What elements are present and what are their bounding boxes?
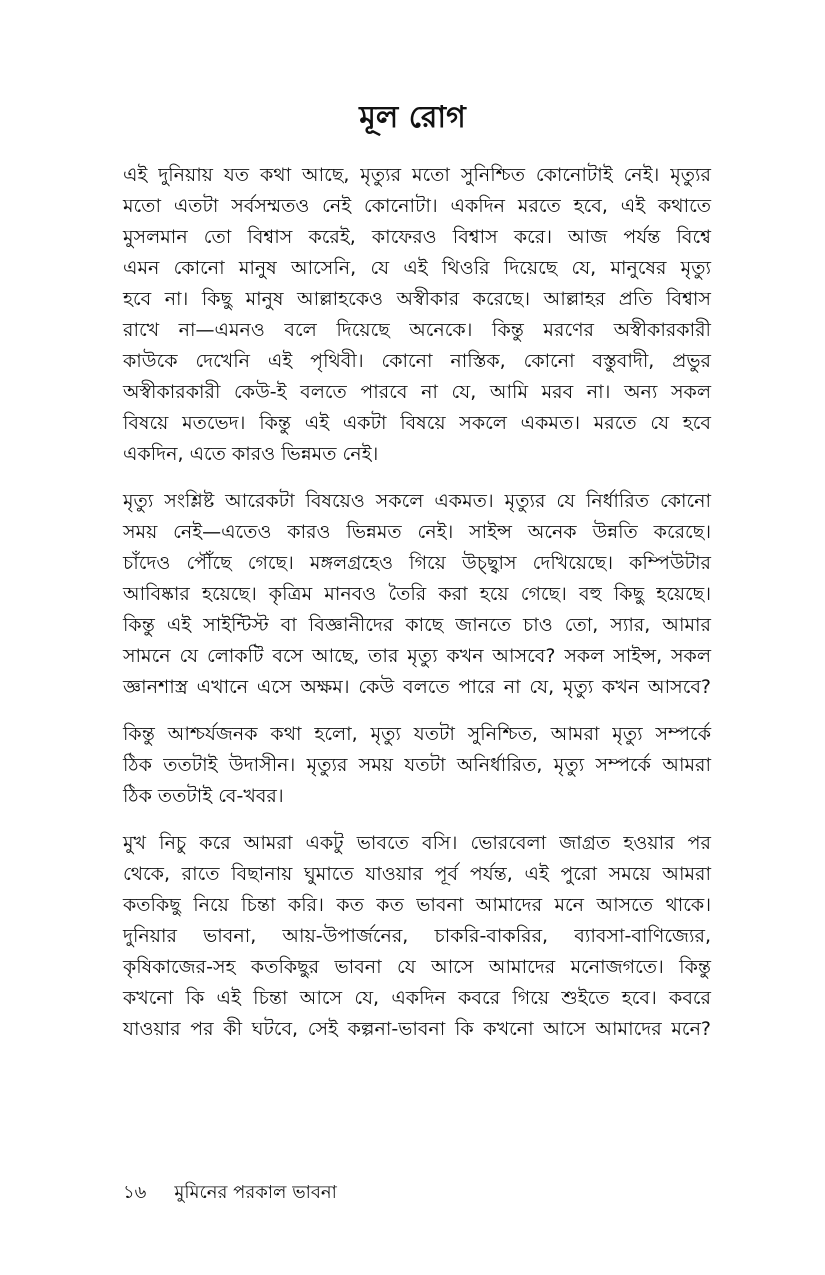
text-line: মৃত্যু সংশ্লিষ্ট আরেকটা বিষয়েও সকলে একমত। মৃত্যুর যে নির্ধারিত কোনো xyxy=(123,490,711,512)
text-line: জ্ঞানশাস্ত্র এখানে এসে অক্ষম। কেউ বলতে পারে না যে, মৃত্যু কখন আসবে? xyxy=(123,676,711,698)
text-line: থেকে, রাতে বিছানায় ঘুমাতে যাওয়ার পূর্ব পর্যন্ত, এই পুরো সময়ে আমরা xyxy=(123,863,711,885)
text-line: সময় নেই—এতেও কারও ভিন্নমত নেই। সাইন্স অনেক উন্নতি করেছে। xyxy=(123,521,711,543)
text-line: অস্বীকারকারী কেউ-ই বলতে পারবে না যে, আমি মরব না। অন্য সকল xyxy=(123,381,711,403)
text-line: মুখ নিচু করে আমরা একটু ভাবতে বসি। ভোরবেলা জাগ্রত হওয়ার পর xyxy=(123,832,711,854)
text-line: মতো এতটা সর্বসম্মতও নেই কোনোটা। একদিন মরতে হবে, এই কথাতে xyxy=(123,195,711,217)
text-line: কৃষিকাজের-সহ কতকিছুর ভাবনা যে আসে আমাদের মনোজগতে। কিন্তু xyxy=(123,956,711,978)
text-line: মুসলমান তো বিশ্বাস করেই, কাফেরও বিশ্বাস করে। আজ পর্যন্ত বিশ্বে xyxy=(123,226,711,248)
page-title: মূল রোগ xyxy=(359,100,466,135)
text-line: দুনিয়ার ভাবনা, আয়-উপার্জনের, চাকরি-বাকরির, ব্যাবসা-বাণিজ্যের, xyxy=(123,925,711,947)
text-line: কিন্তু আশ্চর্যজনক কথা হলো, মৃত্যু যতটা সুনিশ্চিত, আমরা মৃত্যু সম্পর্কে xyxy=(123,723,711,745)
paragraph-4 xyxy=(123,828,711,1045)
page-number: ১৬ xyxy=(123,1182,147,1203)
text-line: কাউকে দেখেনি এই পৃথিবী। কোনো নাস্তিক, কোনো বস্তুবাদী, প্রভুর xyxy=(123,350,711,372)
book-title: মুমিনের পরকাল ভাবনা xyxy=(174,1182,337,1203)
text-line: সামনে যে লোকটি বসে আছে, তার মৃত্যু কখন আসবে? সকল সাইন্স, সকল xyxy=(123,645,711,667)
paragraph-1 xyxy=(123,160,711,470)
text-line: এই দুনিয়ায় যত কথা আছে, মৃত্যুর মতো সুনিশ্চিত কোনোটাই নেই। মৃত্যুর xyxy=(123,164,711,186)
text-line: কিন্তু এই সাইন্টিস্ট বা বিজ্ঞানীদের কাছে জানতে চাও তো, স্যার, আমার xyxy=(123,614,711,636)
text-line: কখনো কি এই চিন্তা আসে যে, একদিন কবরে গিয়ে শুইতে হবে। কবরে xyxy=(123,987,711,1009)
text-line: হবে না। কিছু মানুষ আল্লাহকেও অস্বীকার করেছে। আল্লাহর প্রতি বিশ্বাস xyxy=(123,288,711,310)
text-line: একদিন, এতে কারও ভিন্নমত নেই। xyxy=(123,443,379,465)
text-line: কতকিছু নিয়ে চিন্তা করি। কত কত ভাবনা আমাদের মনে আসতে থাকে। xyxy=(123,894,711,916)
text-line: এমন কোনো মানুষ আসেনি, যে এই থিওরি দিয়েছে যে, মানুষের মৃত্যু xyxy=(123,257,711,279)
paragraph-3 xyxy=(123,719,711,812)
text-line: ঠিক ততটাই উদাসীন। মৃত্যুর সময় যতটা অনির্ধারিত, মৃত্যু সম্পর্কে আমরা xyxy=(123,754,711,776)
body-text xyxy=(123,160,711,1061)
text-line: রাখে না—এমনও বলে দিয়েছে অনেকে। কিন্তু মরণের অস্বীকারকারী xyxy=(123,319,711,341)
paragraph-2 xyxy=(123,486,711,703)
page-footer xyxy=(123,1180,337,1206)
text-line: ঠিক ততটাই বে-খবর। xyxy=(123,785,284,807)
text-line: চাঁদেও পৌঁছে গেছে। মঙ্গলগ্রহেও গিয়ে উচ্ছ্বাস দেখিয়েছে। কম্পিউটার xyxy=(123,552,711,574)
text-line: যাওয়ার পর কী ঘটবে, সেই কল্পনা-ভাবনা কি কখনো আসে আমাদের মনে? xyxy=(123,1018,711,1040)
text-line: আবিষ্কার হয়েছে। কৃত্রিম মানবও তৈরি করা হয়ে গেছে। বহু কিছু হয়েছে। xyxy=(123,583,711,605)
text-line: বিষয়ে মতভেদ। কিন্তু এই একটা বিষয়ে সকলে একমত। মরতে যে হবে xyxy=(123,412,711,434)
